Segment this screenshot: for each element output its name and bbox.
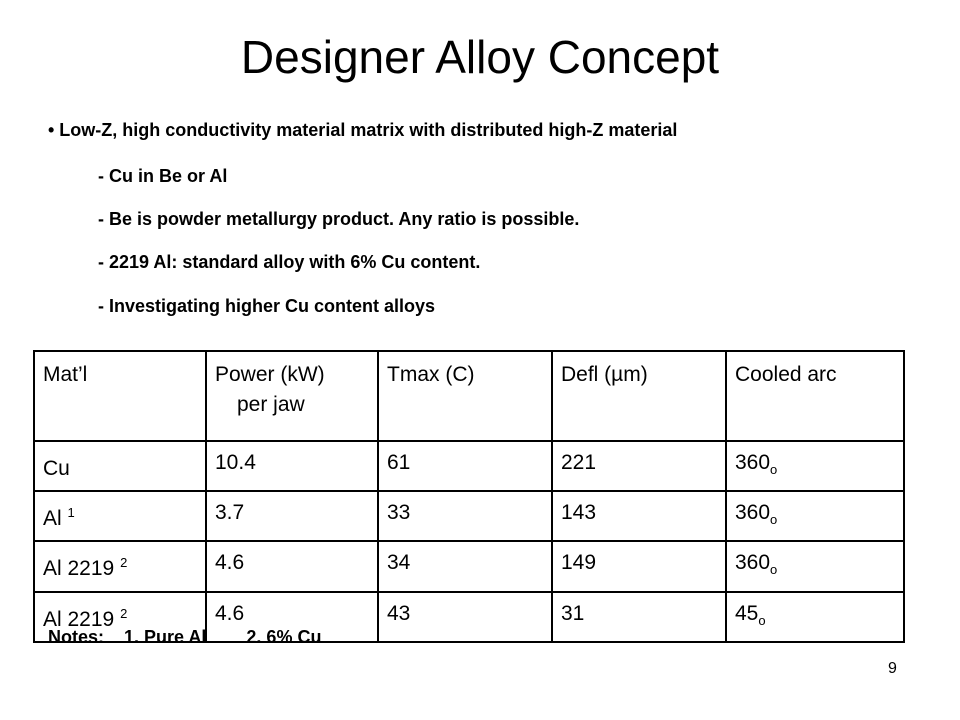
cell-material — [34, 541, 206, 591]
degree-mark: o — [770, 462, 778, 478]
cell-material — [34, 441, 206, 491]
arc-value: 45 — [735, 601, 759, 625]
footnote-ref: 2 — [120, 605, 128, 621]
page-number: 9 — [888, 660, 897, 677]
footnote-ref: 1 — [67, 505, 75, 521]
header-cooled-arc-label: Cooled arc — [735, 363, 837, 386]
cell-deflection: 149 — [552, 541, 726, 591]
arc-value: 360 — [735, 551, 771, 575]
material-name: Al 2219 — [43, 607, 115, 631]
header-material-label: Mat’l — [43, 363, 88, 386]
note-1: 1. Pure Al — [124, 627, 207, 647]
cell-tmax: 34 — [378, 541, 552, 591]
degree-mark: o — [770, 562, 778, 578]
table-row — [34, 541, 904, 591]
header-tmax-label: Tmax (C) — [387, 363, 475, 386]
cell-power: 3.7 — [206, 491, 378, 541]
bullet-sub: - Cu in Be or Al — [98, 166, 228, 186]
cell-cooled-arc — [726, 592, 904, 642]
header-power — [206, 351, 378, 441]
arc-value: 360 — [735, 451, 771, 474]
cell-cooled-arc — [726, 491, 904, 541]
alloy-table — [33, 350, 905, 643]
material-name: Cu — [43, 457, 70, 480]
header-tmax — [378, 351, 552, 441]
arc-value: 360 — [735, 501, 771, 525]
cell-tmax: 43 — [378, 592, 552, 642]
note-2: 2. 6% Cu — [246, 627, 322, 647]
header-deflection — [552, 351, 726, 441]
cell-power: 4.6 — [206, 592, 378, 642]
cell-material — [34, 491, 206, 541]
cell-deflection: 143 — [552, 491, 726, 541]
header-cooled-arc — [726, 351, 904, 441]
header-material — [34, 351, 206, 441]
slide-title: Designer Alloy Concept — [240, 31, 720, 83]
cell-power: 10.4 — [206, 441, 378, 491]
cell-deflection: 221 — [552, 441, 726, 491]
bullet-sub: - 2219 Al: standard alloy with 6% Cu content. — [98, 252, 481, 272]
footnotes — [48, 627, 321, 648]
notes-label: Notes: — [48, 627, 105, 647]
degree-mark: o — [758, 612, 766, 628]
table-header-row — [34, 351, 904, 441]
cell-tmax: 61 — [378, 441, 552, 491]
cell-deflection: 31 — [552, 592, 726, 642]
table-row — [34, 491, 904, 541]
header-deflection-label: Defl (µm) — [561, 363, 648, 386]
footnote-ref: 2 — [120, 555, 128, 571]
degree-mark: o — [770, 512, 778, 528]
bullet-sub: - Be is powder metallurgy product. Any ratio is possible. — [98, 209, 580, 229]
header-power-sublabel: per jaw — [237, 393, 305, 416]
cell-power: 4.6 — [206, 541, 378, 591]
material-name: Al 2219 — [43, 557, 115, 581]
header-power-label: Power (kW) — [215, 363, 325, 386]
cell-cooled-arc — [726, 441, 904, 491]
table-row — [34, 441, 904, 491]
cell-tmax: 33 — [378, 491, 552, 541]
material-name: Al — [43, 507, 62, 531]
bullet-main: • Low-Z, high conductivity material matrix with distributed high-Z material — [48, 120, 678, 140]
cell-cooled-arc — [726, 541, 904, 591]
bullet-sub: - Investigating higher Cu content alloys — [98, 296, 436, 316]
